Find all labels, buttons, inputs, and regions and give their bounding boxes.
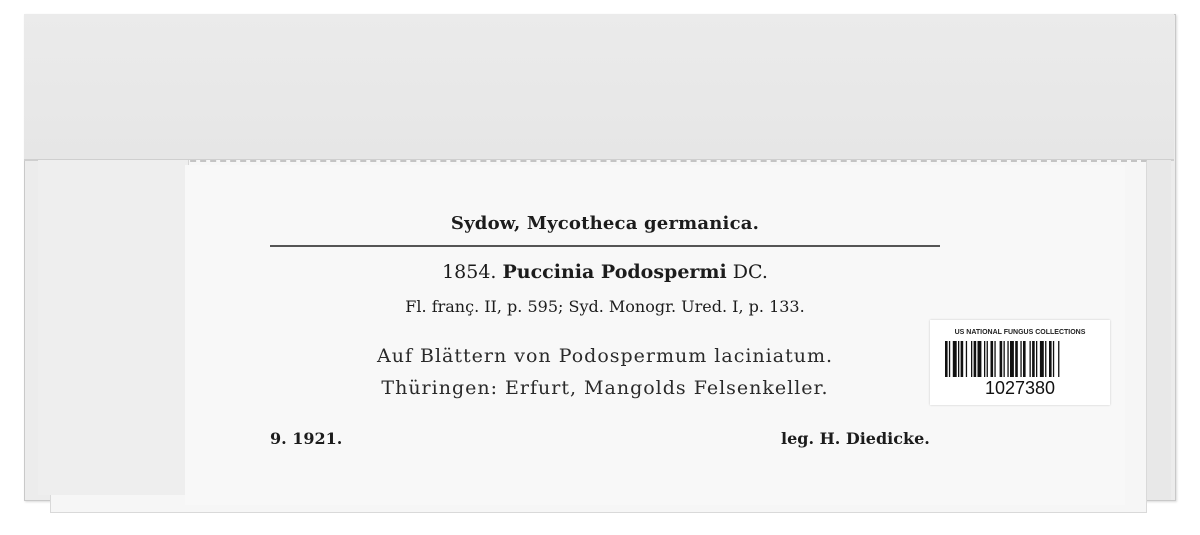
host-text: Auf Blättern von Podospermum laciniatum. xyxy=(376,345,833,367)
barcode-bars-icon xyxy=(945,341,1097,377)
collection-date: 9. 1921. xyxy=(270,429,343,448)
envelope-flap xyxy=(24,14,1174,161)
species-name: Puccinia Podospermi xyxy=(502,261,727,283)
series-title: Sydow, Mycotheca germanica. xyxy=(450,213,760,234)
barcode-institution: US NATIONAL FUNGUS COLLECTIONS xyxy=(954,329,1086,336)
locality-text: Thüringen: Erfurt, Mangolds Felsenkeller. xyxy=(381,377,829,399)
species-line xyxy=(185,261,1025,283)
barcode-sticker xyxy=(930,320,1110,405)
literature-reference: Fl. franç. II, p. 595; Syd. Monogr. Ured. I, p. 133. xyxy=(405,297,805,316)
species-author: DC. xyxy=(732,261,768,283)
envelope-left-fold xyxy=(38,160,189,495)
exsiccata-number: 1854. xyxy=(442,261,497,283)
title-rule xyxy=(270,245,940,247)
barcode-number: 1027380 xyxy=(984,378,1056,398)
collector-name: leg. H. Diedicke. xyxy=(781,429,930,448)
